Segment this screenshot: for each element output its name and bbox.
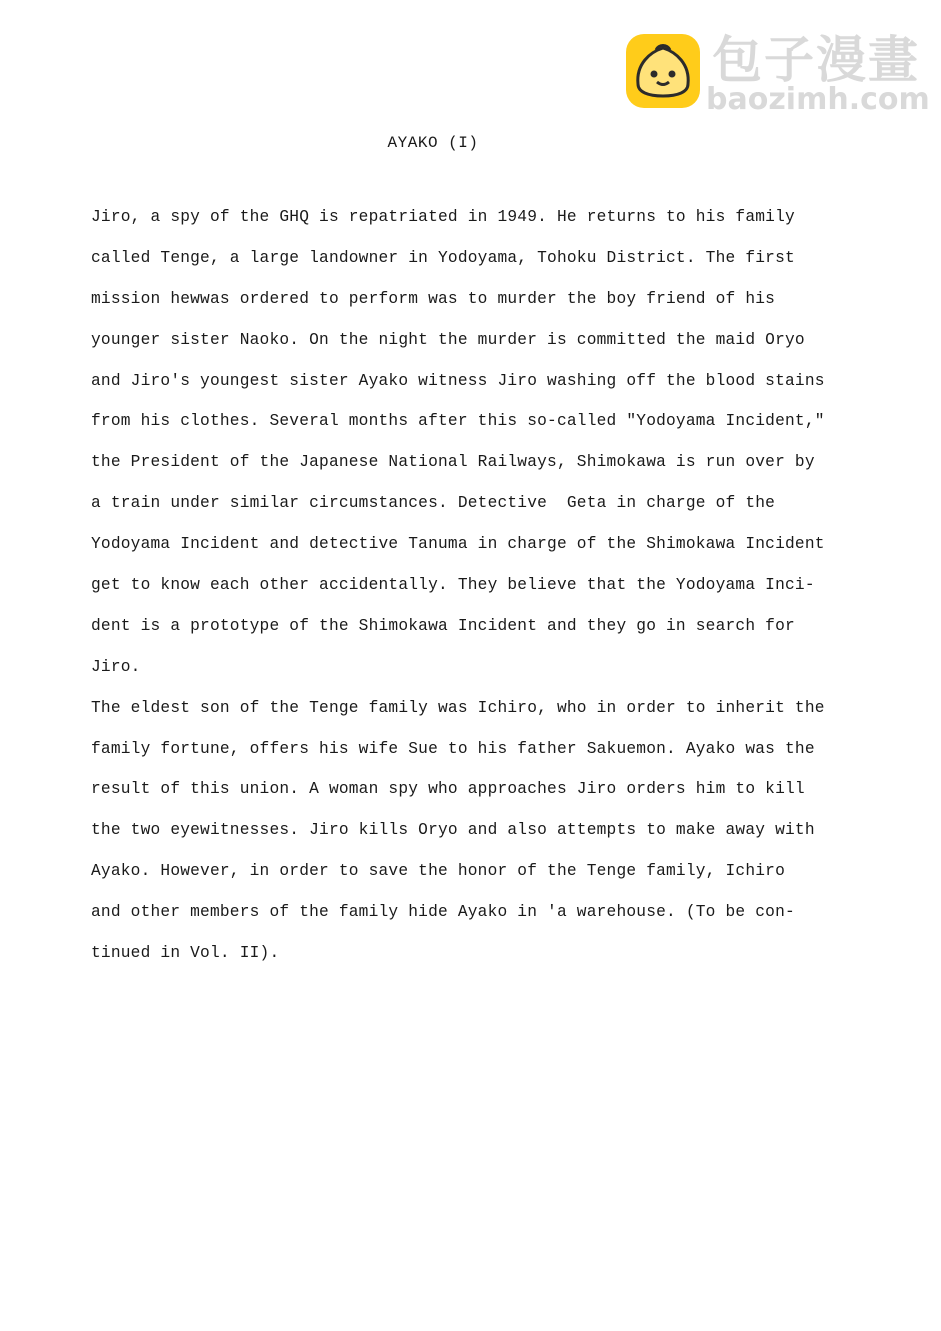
text-line: called Tenge, a large landowner in Yodoyama, Tohoku District. The first: [91, 248, 795, 267]
text-line: family fortune, offers his wife Sue to his father Sakuemon. Ayako was the: [91, 739, 815, 758]
text-line: Yodoyama Incident and detective Tanuma in charge of the Shimokawa Incident: [91, 535, 825, 554]
text-line: from his clothes. Several months after this so-called "Yodoyama Incident,": [91, 412, 825, 431]
synopsis-text: [91, 203, 881, 980]
text-line: a train under similar circumstances. Detective Geta in charge of the: [91, 494, 776, 513]
steamed-bun-icon: [626, 34, 700, 108]
text-line: Jiro, a spy of the GHQ is repatriated in 1949. He returns to his family: [91, 208, 795, 226]
text-line: younger sister Naoko. On the night the murder is committed the maid Oryo: [91, 330, 805, 349]
watermark: [626, 31, 930, 117]
text-line: get to know each other accidentally. They believe that the Yodoyama Inci-: [91, 576, 815, 595]
text-line: and other members of the family hide Ayako in 'a warehouse. (To be con-: [91, 903, 795, 922]
text-line: Jiro.: [91, 657, 141, 676]
text-line: the President of the Japanese National Railways, Shimokawa is run over by: [91, 453, 815, 472]
text-line: The eldest son of the Tenge family was Ichiro, who in order to inherit the: [91, 698, 825, 717]
text-line: tinued in Vol. II).: [91, 944, 280, 963]
page-title: AYAKO (I): [387, 134, 479, 152]
text-line: Ayako. However, in order to save the honor of the Tenge family, Ichiro: [91, 862, 785, 881]
text-line: result of this union. A woman spy who approaches Jiro orders him to kill: [91, 780, 805, 799]
text-line: dent is a prototype of the Shimokawa Incident and they go in search for: [91, 616, 795, 635]
text-line: and Jiro's youngest sister Ayako witness Jiro washing off the blood stains: [91, 371, 825, 390]
watermark-site-name: 包子漫畫: [712, 31, 920, 89]
text-line: mission hewwas ordered to perform was to murder the boy friend of his: [91, 289, 776, 308]
text-line: the two eyewitnesses. Jiro kills Oryo and also attempts to make away with: [91, 821, 815, 840]
watermark-site-url: baozimh.com: [706, 82, 930, 117]
